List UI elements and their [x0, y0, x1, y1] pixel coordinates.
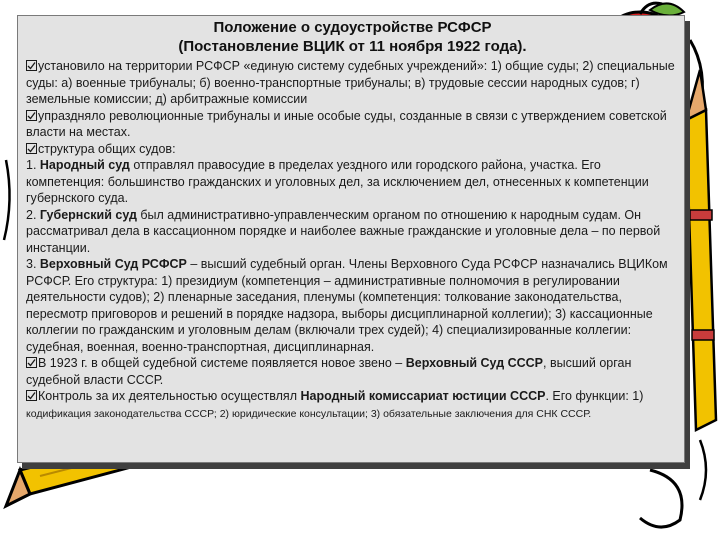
- slide-body: [26, 58, 679, 422]
- bullet-marker-icon: [26, 390, 37, 401]
- paragraph-text: , высший орган судебной власти СССР.: [26, 356, 632, 387]
- paragraph-text: – высший судебный орган. Члены Верховного Суда РСФСР назначались ВЦИКом РСФСР. Его структура: 1) президиум (компетенция – административные полномочия в регулировании деятельности судов); 2) пленарные заседания, пленумы (компетенция: толкование законодательства, пересмотр приговоров и решений в порядке надзора, выборы дисциплинарной коллегии); 3) кассационные коллегии по гражданским и уголовным делам (включали трех судей); 4) специализированные коллегии: судебная, военная, военно-транспортная, дисциплинарная.: [26, 257, 668, 354]
- title-line-1: Положение о судоустройстве РСФСР: [213, 19, 492, 36]
- item-number: 3.: [26, 257, 40, 271]
- paragraph-control: [26, 388, 679, 422]
- paragraph-abolished: [26, 108, 679, 141]
- item-number: 1.: [26, 158, 40, 172]
- bullet-marker-icon: [26, 110, 37, 121]
- court-name: Верховный Суд СССР: [405, 356, 544, 370]
- court-name: Народный суд: [39, 158, 130, 172]
- item-number: 2.: [26, 207, 40, 222]
- paragraph-text: был административно-управленческим органом по отношению к народным судам. Он рассматривал дела в кассационном порядке и наиболее важные гражданские и уголовные дела – по первой инстанции.: [26, 207, 661, 255]
- title-line-2: (Постановление ВЦИК от 11 ноября 1922 года).: [178, 38, 527, 55]
- paragraph-text: отправлял правосудие в пределах уездного или городского района, участка. Его компетенция: большинство гражданских и уголовных дел, за исключением дел, отнесенных к компетенции губернского суда.: [26, 158, 649, 205]
- paragraph-peoples-court: [26, 157, 679, 207]
- content-card: [17, 15, 685, 463]
- paragraph-text: установило на территории РСФСР «единую систему судебных учреждений»: 1) общие суды; 2) специальные суды: а) военные трибуналы; б) военно-транспортные трибуналы; в) трудовые сессии народных судов; г) земельные комиссии; д) арбитражные комиссии: [26, 59, 675, 106]
- functions-list: кодификация законодательства СССР; 2) юридические консультации; 3) обязательные заключения для СНК СССР.: [26, 407, 592, 420]
- paragraph-supreme-court-ussr: [26, 355, 679, 388]
- court-name: Губернский суд: [39, 207, 137, 222]
- paragraph-text: структура общих судов:: [38, 141, 176, 156]
- paragraph-text: упраздняло революционные трибуналы и иные особые суды, созданные в связи с утверждением советской власти на местах.: [26, 108, 667, 139]
- pencil-icon: [686, 70, 716, 500]
- paragraph-provincial-court: [26, 207, 679, 257]
- swirl-decoration: [4, 160, 10, 240]
- paragraph-text: В 1923 г. в общей судебной системе появляется новое звено –: [38, 356, 406, 370]
- paragraph-supreme-court-rsfsr: [26, 256, 679, 355]
- commissariat-name: Народный комиссариат юстиции СССР: [300, 389, 546, 403]
- paragraph-text: Контроль за их деятельностью осуществлял: [38, 389, 301, 403]
- paragraph-system: [26, 58, 679, 108]
- bullet-marker-icon: [26, 143, 37, 154]
- paragraph-text: . Его функции: 1): [545, 389, 644, 403]
- slide-title: [26, 18, 679, 56]
- bullet-marker-icon: [26, 60, 37, 71]
- paragraph-structure: [26, 141, 679, 158]
- swirl-decoration: [640, 470, 682, 527]
- court-name: Верховный Суд РСФСР: [39, 257, 187, 271]
- bullet-marker-icon: [26, 357, 37, 368]
